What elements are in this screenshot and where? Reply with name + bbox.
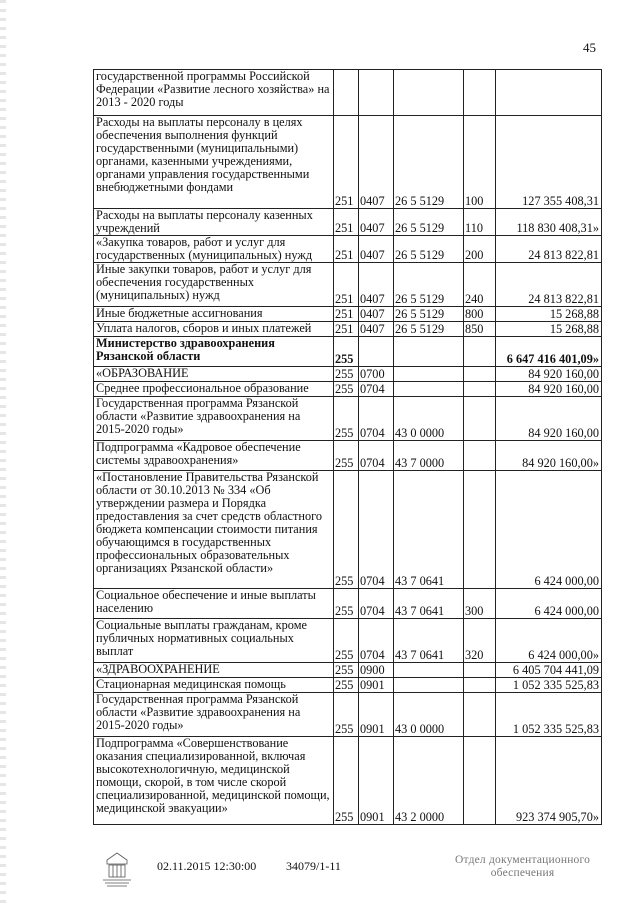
expense-type-cell: 320 [464,619,496,663]
footer-timestamp: 02.11.2015 12:30:00 [157,859,257,873]
target-code-cell: 43 2 0000 [394,737,464,825]
target-code-cell: 43 0 0000 [394,693,464,737]
table-row [94,337,602,367]
target-code-cell [394,70,464,116]
gr-code-cell: 251 [334,322,359,337]
amount-cell: 15 268,88 [496,307,602,322]
expense-type-cell: 240 [464,263,496,307]
item-name-cell: Государственная программа Рязанской области «Развитие здравоохранения на 2015-2020 годы» [94,693,334,737]
item-name-cell: Подпрограмма «Кадровое обеспечение системы здравоохранения» [94,441,334,471]
section-code-cell [359,70,394,116]
expense-type-cell [464,70,496,116]
amount-cell: 6 424 000,00 [496,589,602,619]
item-name-cell: Государственная программа Рязанской области «Развитие здравоохранения на 2015-2020 годы» [94,397,334,441]
stamp-line-1: Отдел документационного [455,854,591,866]
item-name-cell: Социальное обеспечение и иные выплаты населению [94,589,334,619]
page-number: 45 [583,40,596,55]
amount-cell: 923 374 905,70» [496,737,602,825]
footer-document-code: 34079/1-11 [286,859,341,873]
gr-code-cell: 251 [334,236,359,263]
section-code-cell: 0704 [359,619,394,663]
department-stamp [455,854,590,880]
amount-cell: 6 424 000,00» [496,619,602,663]
target-code-cell: 43 7 0641 [394,619,464,663]
section-code-cell: 0407 [359,209,394,236]
amount-cell: 84 920 160,00» [496,441,602,471]
expense-type-cell [464,441,496,471]
gr-code-cell: 255 [334,382,359,397]
expense-type-cell: 200 [464,236,496,263]
stamp-line-2: обеспечения [490,867,555,879]
target-code-cell: 43 7 0641 [394,589,464,619]
section-code-cell: 0407 [359,263,394,307]
table-row [94,307,602,322]
section-code-cell: 0700 [359,367,394,382]
target-code-cell [394,678,464,693]
target-code-cell [394,382,464,397]
section-code-cell: 0704 [359,382,394,397]
table-row [94,367,602,382]
expense-type-cell [464,678,496,693]
section-code-cell: 0704 [359,397,394,441]
gr-code-cell: 255 [334,589,359,619]
budget-table [93,69,602,825]
item-name-cell: «ЗДРАВООХРАНЕНИЕ [94,663,334,678]
amount-cell: 1 052 335 525,83 [496,678,602,693]
table-row [94,663,602,678]
expense-type-cell [464,382,496,397]
table-row [94,619,602,663]
target-code-cell: 26 5 5129 [394,322,464,337]
gr-code-cell: 251 [334,209,359,236]
table-row [94,678,602,693]
amount-cell: 6 424 000,00 [496,471,602,589]
gr-code-cell: 251 [334,263,359,307]
section-code-cell: 0704 [359,471,394,589]
gr-code-cell: 255 [334,678,359,693]
gr-code-cell: 255 [334,367,359,382]
amount-cell: 1 052 335 525,83 [496,693,602,737]
amount-cell: 127 355 408,31 [496,116,602,209]
section-code-cell: 0407 [359,322,394,337]
gr-code-cell [334,70,359,116]
gr-code-cell: 251 [334,307,359,322]
table-row [94,70,602,116]
item-name-cell: Расходы на выплаты персоналу казенных учреждений [94,209,334,236]
item-name-cell: Уплата налогов, сборов и иных платежей [94,322,334,337]
table-row [94,589,602,619]
gr-code-cell: 255 [334,471,359,589]
gr-code-cell: 255 [334,737,359,825]
table-row [94,382,602,397]
table-row [94,397,602,441]
item-name-cell: Иные закупки товаров, работ и услуг для обеспечения государственных (муниципальных) нужд [94,263,334,307]
expense-type-cell [464,337,496,367]
amount-cell: 6 405 704 441,09 [496,663,602,678]
target-code-cell [394,663,464,678]
section-code-cell: 0901 [359,737,394,825]
amount-cell: 6 647 416 401,09» [496,337,602,367]
item-name-cell: Среднее профессиональное образование [94,382,334,397]
amount-cell: 84 920 160,00 [496,367,602,382]
expense-type-cell [464,693,496,737]
expense-type-cell [464,663,496,678]
target-code-cell: 43 7 0641 [394,471,464,589]
expense-type-cell: 300 [464,589,496,619]
item-name-cell: Министерство здравоохранения Рязанской области [94,337,334,367]
gr-code-cell: 255 [334,441,359,471]
target-code-cell [394,367,464,382]
registry-emblem-icon [100,850,134,888]
expense-type-cell [464,471,496,589]
section-code-cell: 0407 [359,236,394,263]
amount-cell: 15 268,88 [496,322,602,337]
expense-type-cell: 110 [464,209,496,236]
amount-cell: 24 813 822,81 [496,263,602,307]
section-code-cell: 0704 [359,589,394,619]
target-code-cell: 26 5 5129 [394,307,464,322]
item-name-cell: Иные бюджетные ассигнования [94,307,334,322]
expense-type-cell: 800 [464,307,496,322]
target-code-cell: 26 5 5129 [394,263,464,307]
item-name-cell: государственной программы Российской Федерации «Развитие лесного хозяйства» на 2013 - 2020 годы [94,70,334,116]
section-code-cell: 0407 [359,307,394,322]
table-row [94,441,602,471]
expense-type-cell [464,367,496,382]
expense-type-cell [464,737,496,825]
budget-table-body [94,70,602,825]
expense-type-cell: 850 [464,322,496,337]
amount-cell: 24 813 822,81 [496,236,602,263]
table-row [94,471,602,589]
section-code-cell: 0901 [359,693,394,737]
amount-cell: 84 920 160,00 [496,382,602,397]
gr-code-cell: 255 [334,397,359,441]
item-name-cell: Подпрограмма «Совершенствование оказания специализированной, включая высокотехнологичную, медицинской помощи, скорой, в том числе скорой специализированной, медицинской помощи, медицинской эвакуации» [94,737,334,825]
gr-code-cell: 255 [334,663,359,678]
table-row [94,209,602,236]
target-code-cell: 43 0 0000 [394,397,464,441]
table-row [94,263,602,307]
table-row [94,693,602,737]
table-row [94,236,602,263]
item-name-cell: «ОБРАЗОВАНИЕ [94,367,334,382]
gr-code-cell: 255 [334,693,359,737]
target-code-cell: 26 5 5129 [394,236,464,263]
amount-cell: 84 920 160,00 [496,397,602,441]
table-row [94,322,602,337]
scan-margin-strip [0,0,6,905]
gr-code-cell: 255 [334,619,359,663]
section-code-cell: 0704 [359,441,394,471]
expense-type-cell [464,397,496,441]
target-code-cell: 43 7 0000 [394,441,464,471]
target-code-cell: 26 5 5129 [394,116,464,209]
section-code-cell: 0901 [359,678,394,693]
amount-cell: 118 830 408,31» [496,209,602,236]
section-code-cell: 0900 [359,663,394,678]
gr-code-cell: 255 [334,337,359,367]
section-code-cell [359,337,394,367]
gr-code-cell: 251 [334,116,359,209]
item-name-cell: Расходы на выплаты персоналу в целях обеспечения выполнения функций государственными (муниципальными) органами, казенными учреждениями, органами управления государственными внебюджетными фондами [94,116,334,209]
target-code-cell [394,337,464,367]
item-name-cell: Социальные выплаты гражданам, кроме публичных нормативных социальных выплат [94,619,334,663]
item-name-cell: Стационарная медицинская помощь [94,678,334,693]
expense-type-cell: 100 [464,116,496,209]
item-name-cell: «Закупка товаров, работ и услуг для государственных (муниципальных) нужд [94,236,334,263]
table-row [94,116,602,209]
amount-cell [496,70,602,116]
target-code-cell: 26 5 5129 [394,209,464,236]
section-code-cell: 0407 [359,116,394,209]
item-name-cell: «Постановление Правительства Рязанской области от 30.10.2013 № 334 «Об утверждении размера и Порядка предоставления за счет средств областного бюджета компенсации стоимости питания обучающимся в государственных профессиональных образовательных организациях Рязанской области» [94,471,334,589]
table-row [94,737,602,825]
